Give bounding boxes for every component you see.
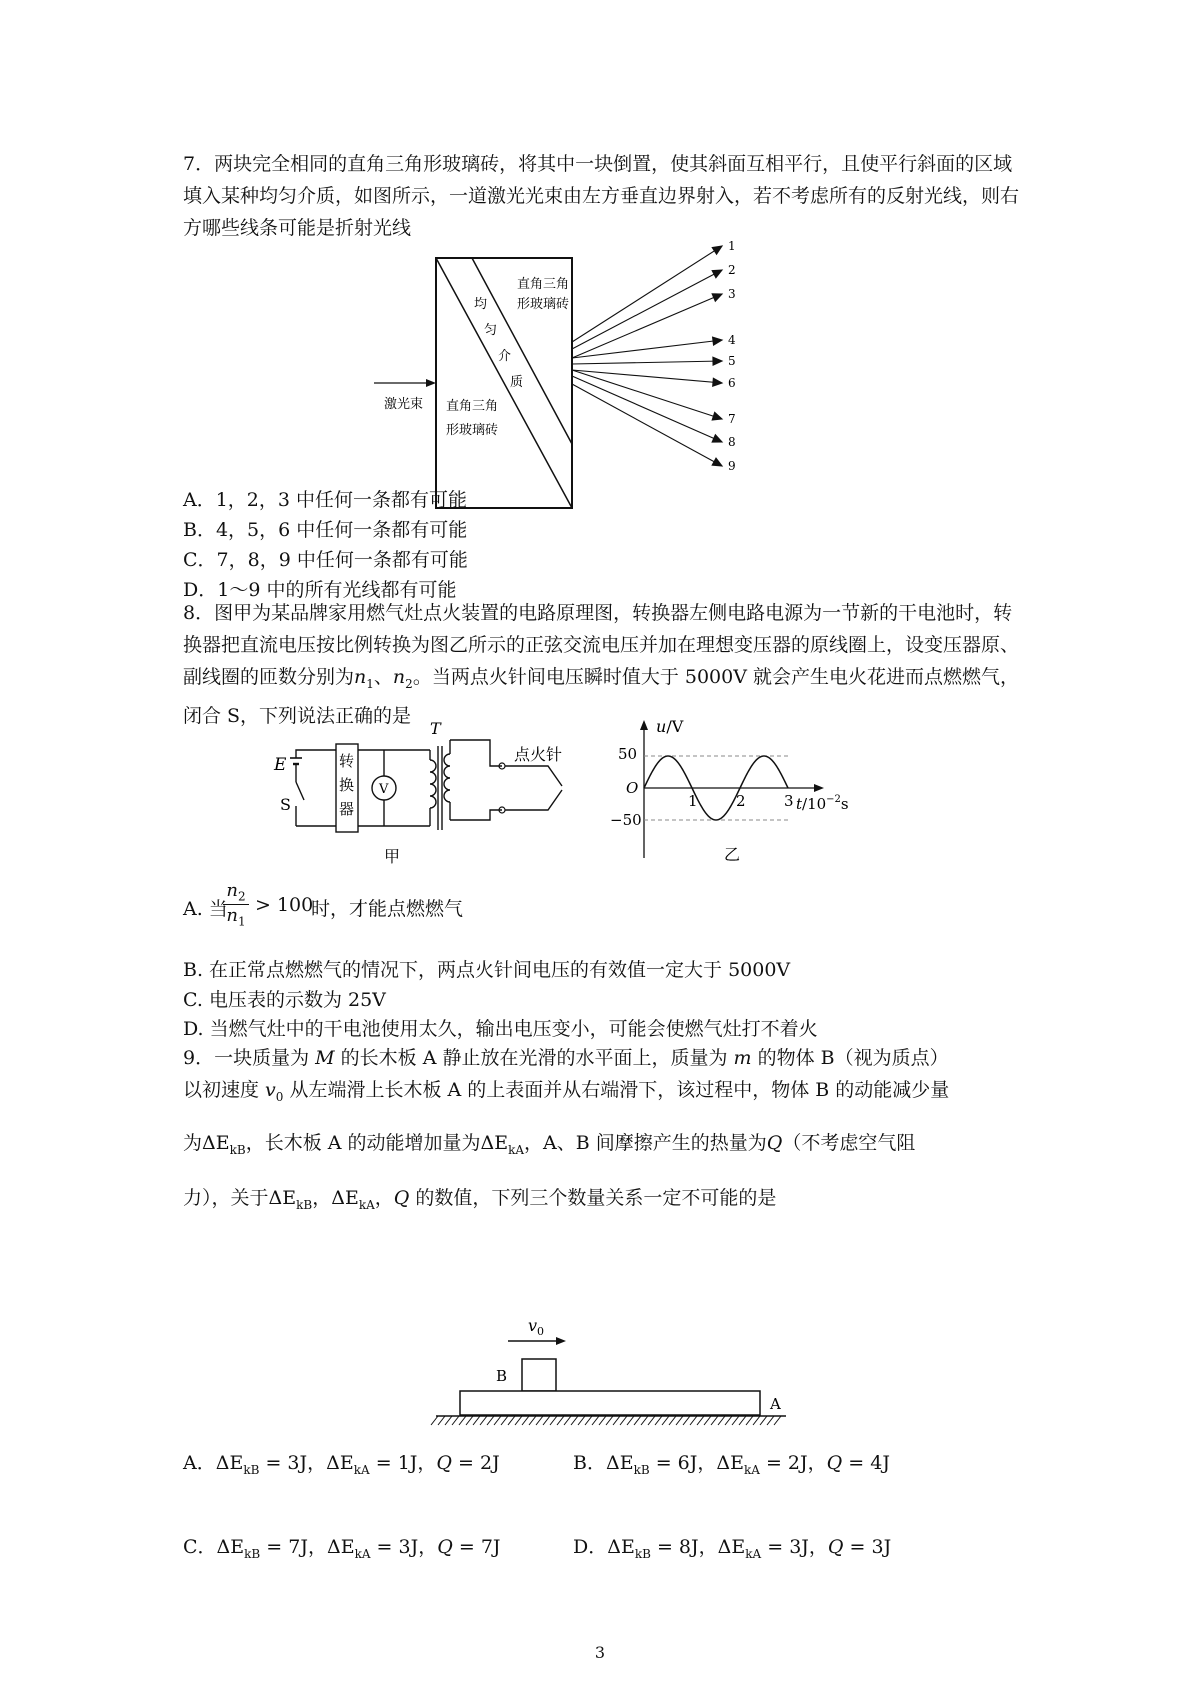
- q8-option-b: B. 在正常点燃燃气的情况下，两点火针间电压的有效值一定大于 5000V: [183, 959, 791, 981]
- ray-number-7: 7: [728, 412, 736, 426]
- q7-prism-figure: [370, 239, 790, 520]
- ray-1: [572, 246, 722, 342]
- top-prism-label-1: 直角三角: [517, 277, 570, 292]
- y-tick-50: 50: [618, 745, 638, 763]
- ray-9: [572, 384, 722, 466]
- ray-6: [572, 370, 722, 383]
- q8-option-c: C. 电压表的示数为 25V: [183, 989, 386, 1011]
- ray-4-arrowhead: [713, 337, 722, 345]
- ray-3-arrowhead: [712, 294, 722, 301]
- exam-page: 7．两块完全相同的直角三角形玻璃砖，将其中一块倒置，使其斜面互相平行，且使平行斜面的区域填入某种均匀介质，如图所示，一道激光光束由左方垂直边界射入，若不考虑所有的反射光线，则右方哪些线条可能是折射光线 直角三角 形玻璃砖 均 匀 介 质 直角三角 形玻璃砖 激光束 1 2 3 4 5 6 7 8 9 A．1，2，3 中任何一条都有可能 B．4，5，6 中任何一条都有可能 C．7，8，9 中任何一条都有可能 D．1～9 中的所有光线都有可能 8．图甲为某品牌家用燃气灶点火装置的电路原理图，转换器左侧电路电源为一节新的干电池时，转换器把直流电压按比例转换为图乙所示的正弦交流电压并加在理想变压器的原线圈上，设变压器原、副线圈的匝数分别为$n_1$、$n_2$。当两点火针间电压瞬时值大于 5000V 就会产生电火花进而点燃燃气，闭合 S，下列说法正确的是 E S 转 换 器 V T 点火针 甲 u/V 50 O −50 1 2 3 $t/10^{-2}s$ 乙 A. 当 $n_2$ $n_1$ > 100 时，才能点燃燃气 B. 在正常点燃燃气的情况下，两点火针间电压的有效值一定大于 5000V C. 电压表的示数为 25V D. 当燃气灶中的干电池使用太久，输出电压变小，可能会使燃气灶打不着火 9．一块质量为 M 的长木板 A 静止放在光滑的水平面上，质量为 m 的物体 B（视为质点） 以初速度 $v_0$ 从左端滑上长木板 A 的上表面并从右端滑下，该过程中，物体 B 的动能减少量 为$\Delta E_{kB}$，长木板 A 的动能增加量为$\Delta E_{kA}$，A、B 间摩擦产生的热量为Q（不考虑空气阻 力），关于$\Delta E_{kB}$，$\Delta E_{kA}$，Q 的数值，下列三个数量关系一定不可能的是 $v_0$ B A A．$\Delta E_{kB} = 3J$，$\Delta E_{kA} = 1J$，Q = 2J B．$\Delta E_{kB} = 6J$，$\Delta E_{kA} = 2J$，Q = 4J C．$\Delta E_{kB} = 7J$，$\Delta E_{kA} = 3J$，Q = 7J D．$\Delta E_{kB} = 8J$，$\Delta E_{kA} = 3J$，Q = 3J 3: [0, 0, 1200, 1698]
- ray-1-arrowhead: [712, 246, 722, 254]
- q9-line-3: 为$\Delta E_{kB}$，长木板 A 的动能增加量为$\Delta E_{kA}$，A、B 间摩擦产生的热量为Q（不考虑空气阻: [183, 1132, 916, 1157]
- primary-coil: [430, 760, 436, 808]
- ray-5: [572, 361, 722, 364]
- ray-8-arrowhead: [712, 435, 722, 442]
- q9-option-b: B．$\Delta E_{kB} = 6J$，$\Delta E_{kA} = 2J$，Q = 4J: [573, 1452, 890, 1477]
- q9-option-c: C．$\Delta E_{kB} = 7J$，$\Delta E_{kA} = 3J$，Q = 7J: [183, 1536, 501, 1561]
- switch-label: S: [280, 795, 291, 814]
- svg-text:器: 器: [339, 800, 355, 818]
- ray-9-arrowhead: [712, 458, 722, 466]
- medium-label-4: 质: [510, 375, 524, 390]
- transformer-label: T: [430, 719, 441, 738]
- q8-circuit-diagram: [274, 719, 620, 870]
- ray-4: [572, 340, 722, 358]
- q9-board-figure: [430, 1315, 790, 1415]
- q9-option-d: D．$\Delta E_{kB} = 8J$，$\Delta E_{kA} = 3J$，Q = 3J: [573, 1536, 892, 1561]
- ray-number-3: 3: [728, 287, 736, 301]
- bottom-prism-label-1: 直角三角: [446, 399, 499, 414]
- ray-number-8: 8: [728, 435, 736, 449]
- bottom-prism-label-2: 形玻璃砖: [446, 423, 499, 438]
- medium-label-3: 介: [498, 349, 512, 364]
- needle-lower: [505, 790, 562, 810]
- q7-option-c: C．7，8，9 中任何一条都有可能: [183, 549, 468, 571]
- origin-label: O: [626, 779, 639, 797]
- block-b: [522, 1359, 556, 1391]
- x-tick-2: 2: [736, 792, 746, 810]
- ray-number-2: 2: [728, 263, 736, 277]
- ray-3: [572, 294, 722, 358]
- q9-option-a: A．$\Delta E_{kB} = 3J$，$\Delta E_{kA} = 1J$，Q = 2J: [183, 1452, 500, 1477]
- ray-number-9: 9: [728, 459, 736, 473]
- q9-line-1: 9．一块质量为 M 的长木板 A 静止放在光滑的水平面上，质量为 m 的物体 B（视为质点）: [183, 1047, 949, 1069]
- x-tick-1: 1: [688, 792, 698, 810]
- block-b-label: B: [496, 1367, 508, 1385]
- board-a-label: A: [770, 1395, 781, 1413]
- ray-2: [572, 270, 722, 349]
- q7-option-d: D．1～9 中的所有光线都有可能: [183, 579, 457, 601]
- ray-number-6: 6: [728, 376, 736, 390]
- q7-stem: 7．两块完全相同的直角三角形玻璃砖，将其中一块倒置，使其斜面互相平行，且使平行斜面的区域填入某种均匀介质，如图所示，一道激光光束由左方垂直边界射入，若不考虑所有的反射光线，则右方哪些线条可能是折射光线: [183, 153, 1020, 239]
- svg-text:转: 转: [339, 752, 355, 770]
- ray-number-1: 1: [728, 239, 736, 253]
- board-a: [460, 1391, 760, 1415]
- laser-beam-label: 激光束: [384, 397, 424, 412]
- q8-stem: 8．图甲为某品牌家用燃气灶点火装置的电路原理图，转换器左侧电路电源为一节新的干电池时，转换器把直流电压按比例转换为图乙所示的正弦交流电压并加在理想变压器的原线圈上，设变压器原、副线圈的匝数分别为$n_1$、$n_2$。当两点火针间电压瞬时值大于 5000V 就会产生电火花进而点燃燃气，闭合 S，下列说法正确的是: [183, 602, 1020, 727]
- ray-7: [572, 370, 722, 419]
- ray-5-arrowhead: [713, 357, 722, 365]
- graph-caption: 乙: [724, 845, 741, 864]
- page-number: 3: [594, 1643, 606, 1662]
- graph-xlabel: $t/10^{-2}s$: [796, 794, 849, 813]
- q7-option-a: A．1，2，3 中任何一条都有可能: [183, 489, 468, 511]
- ray-2-arrowhead: [712, 270, 722, 278]
- q9-line-4: 力），关于$\Delta E_{kB}$，$\Delta E_{kA}$，Q 的数值，下列三个数量关系一定不可能的是: [183, 1187, 777, 1212]
- svg-text:换: 换: [339, 776, 355, 794]
- graph-ylabel: u/V: [656, 717, 684, 736]
- laser-beam-arrowhead: [426, 379, 436, 387]
- ground-hatch: [430, 1415, 790, 1429]
- medium-label-1: 均: [474, 297, 488, 312]
- ray-8: [572, 376, 722, 442]
- x-tick-3: 3: [784, 792, 794, 810]
- medium-label-2: 匀: [484, 323, 498, 338]
- battery-label: E: [274, 755, 287, 775]
- refracted-rays: [572, 246, 722, 466]
- hypotenuse-left: [436, 258, 572, 508]
- secondary-coil: [444, 754, 450, 802]
- y-tick-neg50: −50: [610, 811, 642, 829]
- ray-6-arrowhead: [713, 378, 722, 386]
- q7-option-b: B．4，5，6 中任何一条都有可能: [183, 519, 468, 541]
- needle-label: 点火针: [514, 745, 563, 764]
- needle-upper: [505, 766, 562, 786]
- circuit-caption: 甲: [384, 847, 401, 866]
- ray-numbers: [728, 239, 736, 473]
- q8-option-d: D. 当燃气灶中的干电池使用太久，输出电压变小，可能会使燃气灶打不着火: [183, 1018, 818, 1040]
- q8-voltage-graph: [610, 717, 920, 870]
- switch-blade: [296, 782, 304, 800]
- q9-line-2: 以初速度 $v_0$ 从左端滑上长木板 A 的上表面并从右端滑下，该过程中，物体 B 的动能减少量: [183, 1079, 950, 1104]
- top-prism-label-2: 形玻璃砖: [517, 297, 570, 312]
- v0-label: $v_0$: [528, 1316, 545, 1338]
- ray-number-4: 4: [728, 333, 736, 347]
- x-ticks: [688, 792, 794, 810]
- svg-text:V: V: [379, 782, 389, 797]
- ray-7-arrowhead: [712, 412, 722, 420]
- ray-number-5: 5: [728, 354, 736, 368]
